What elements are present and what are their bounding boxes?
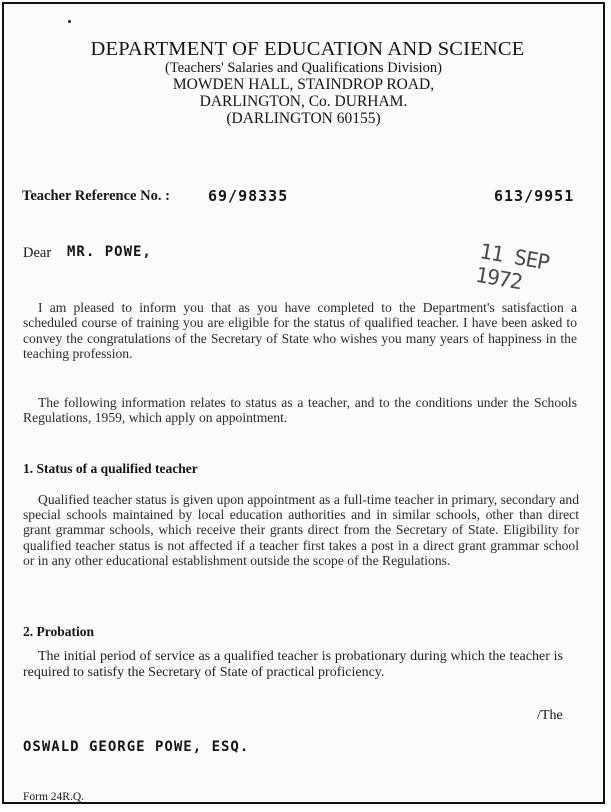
section-text-probation xyxy=(23,649,563,681)
salutation-greeting: Dear xyxy=(23,245,52,261)
info-paragraph-text: The following information relates to status as a teacher, and to the conditions under the Schools Regulations, 1959, which apply on appointment. xyxy=(23,395,577,426)
reference-number: 69/98335 xyxy=(208,187,289,205)
section-text-status-body: Qualified teacher status is given upon appointment as a full-time teacher in primary, secondary and special schools maintained by local education authorities and in similar schools, other than direct grant grammar schools, which receive their grants direct from the Secretary of State. Eligibility for qualified teacher status is not affected if a teacher first takes a post in a direct grant grammar school or in any other educational establishment outside the scope of the Regulations. xyxy=(23,492,579,568)
intro-paragraph-text: I am pleased to inform you that as you have completed to the Department's satisfaction a scheduled course of training you are eligible for the status of qualified teacher. I have been asked to convey the congratulations of the Secretary of State who wishes you many years of happiness in the teaching profession. xyxy=(23,300,577,361)
form-code: Form 24R.Q. xyxy=(23,791,85,803)
continuation-marker: /The xyxy=(537,708,563,723)
address-line-2: DARLINGTON, Co. DURHAM. xyxy=(199,93,408,110)
ink-dot xyxy=(68,20,71,23)
division-name: (Teachers' Salaries and Qualifications Division) xyxy=(164,60,442,76)
section-heading-status: 1. Status of a qualified teacher xyxy=(23,461,198,476)
section-text-probation-body: The initial period of service as a qualified teacher is probationary during which the teacher is required to satisfy the Secretary of State of practical proficiency. xyxy=(23,649,563,680)
reference-label: Teacher Reference No. : xyxy=(22,188,170,204)
section-text-status xyxy=(23,492,579,568)
letter-page xyxy=(2,2,605,804)
department-name: DEPARTMENT OF EDUCATION AND SCIENCE xyxy=(90,38,525,60)
intro-paragraph xyxy=(23,300,577,361)
info-paragraph xyxy=(23,395,577,426)
date-stamp: 11 SEP 1972 xyxy=(473,239,551,295)
section-heading-probation: 2. Probation xyxy=(23,624,95,639)
phone-number: (DARLINGTON 60155) xyxy=(226,110,381,127)
salutation-name: MR. POWE, xyxy=(67,244,152,260)
addressee-name: OSWALD GEORGE POWE, ESQ. xyxy=(23,739,250,755)
address-line-1: MOWDEN HALL, STAINDROP ROAD, xyxy=(172,76,435,93)
file-number: 613/9951 xyxy=(494,187,575,205)
letterhead xyxy=(4,38,603,127)
